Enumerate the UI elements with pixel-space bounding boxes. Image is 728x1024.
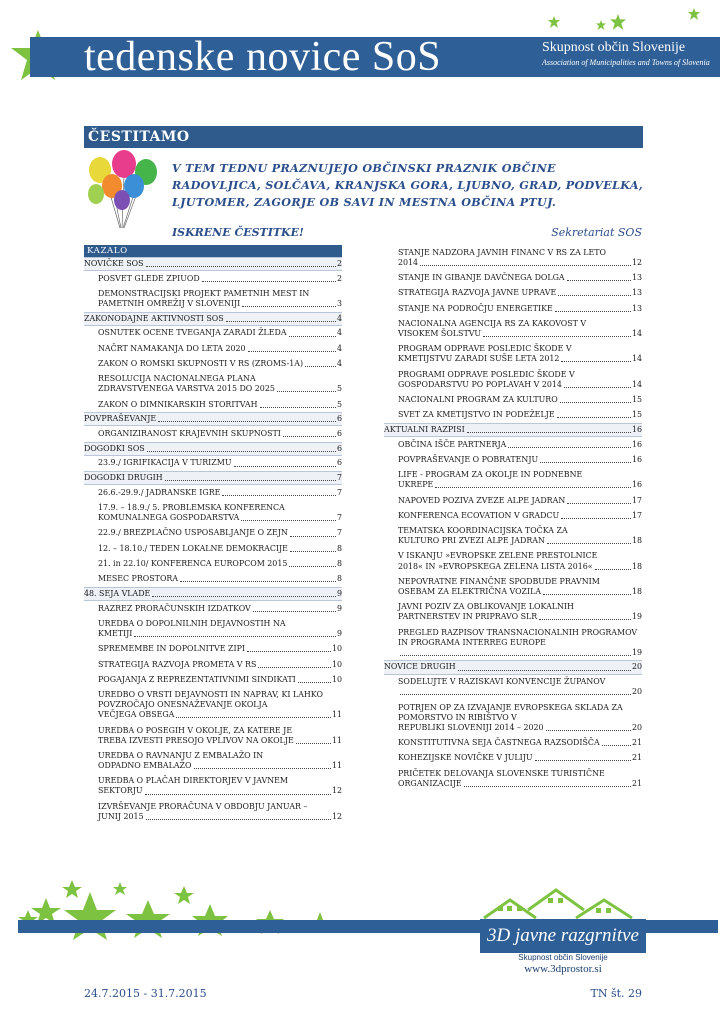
- toc-page-number: 17: [631, 510, 642, 520]
- dot-leader: [258, 667, 331, 668]
- toc-entry[interactable]: [84, 271, 342, 286]
- footer-issue: TN št. 29: [590, 987, 642, 1000]
- toc-entry[interactable]: [84, 326, 342, 341]
- toc-entry-title: ZDRAVSTVENEGA VARSTVA 2015 DO 2025: [98, 384, 275, 394]
- toc-section-entry[interactable]: [384, 423, 642, 437]
- toc-entry[interactable]: [384, 342, 642, 367]
- toc-entry[interactable]: [84, 748, 342, 773]
- toc-page-number: 7: [336, 528, 342, 538]
- toc-entry-title: NACIONALNI PROGRAM ZA KULTURO: [398, 394, 558, 404]
- toc-entry-title: JUNIJ 2015: [98, 811, 144, 821]
- toc-entry-line: NACIONALNA AGENCIJA RS ZA KAKOVOST V: [398, 318, 587, 328]
- toc-entry-title: ORGANIZACIJE: [398, 778, 462, 788]
- star-icon: [610, 14, 626, 30]
- toc-entry-title: POVPRAŠEVANJE O POBRATENJU: [398, 454, 539, 464]
- toc-left-column: [84, 245, 342, 825]
- toc-entry-title: 21. in 22.10/ KONFERENCA EUROPCOM 2015: [98, 559, 288, 568]
- dot-leader: [260, 407, 336, 408]
- toc-entry[interactable]: [384, 408, 642, 423]
- toc-entry-title: ZAKON O ROMSKI SKUPNOSTI V RS (ZROMS-1A): [98, 359, 304, 368]
- toc-entry-title: KMETIJSTVU ZARADI SUŠE LETA 2012: [398, 354, 560, 364]
- toc-entry-title: GOSPODARSTVU PO POPLAVAH V 2014: [398, 379, 562, 389]
- toc-entry-line: PROGRAMI ODPRAVE POSLEDIC ŠKODE V: [398, 369, 575, 379]
- dot-leader: [420, 265, 631, 266]
- toc-page-number: 20: [631, 722, 642, 732]
- dot-leader: [305, 366, 336, 367]
- toc-entry[interactable]: [384, 524, 642, 549]
- toc-page-number: 4: [336, 343, 342, 353]
- dot-leader: [147, 451, 336, 452]
- toc-page-number: 9: [336, 588, 342, 598]
- toc-entry-title: PARTNERSTEV IN PRIPRAVO SLR: [398, 612, 538, 622]
- toc-entry-line: UREDBA O RAVNANJU Z EMBALAŽO IN: [98, 751, 264, 760]
- toc-page-number: 21: [631, 778, 642, 788]
- toc-page-number: 16: [631, 480, 642, 490]
- toc-entry-line: 17.9. – 18.9./ 5. PROBLEMSKA KONFERENCA: [98, 503, 285, 513]
- dot-leader: [247, 651, 331, 652]
- toc-page-number: 20: [631, 687, 642, 697]
- toc-entry-title: OSEBAM ZA ELEKTRIČNA VOZILA: [398, 586, 542, 596]
- dot-leader: [540, 462, 631, 463]
- toc-entry-title: VISOKEM ŠOLSTVU: [398, 328, 482, 338]
- dot-leader: [561, 361, 631, 362]
- dot-leader: [277, 391, 336, 392]
- toc-entry-title: 26.6.-29.9./ JADRANSKE IGRE: [98, 487, 221, 497]
- toc-entry[interactable]: [384, 735, 642, 750]
- toc-entry[interactable]: [84, 500, 342, 525]
- toc-entry-title: 48. SEJA VLADE: [84, 588, 151, 598]
- toc-page-number: 20: [631, 662, 642, 672]
- dot-leader: [241, 520, 336, 521]
- toc-entry[interactable]: [84, 572, 342, 587]
- toc-entry[interactable]: [84, 601, 342, 616]
- toc-entry-title: NAČRT NAMAKANJA DO LETA 2020: [98, 343, 246, 353]
- toc-page-number: 6: [336, 458, 342, 468]
- dot-leader: [555, 311, 631, 312]
- toc-entry[interactable]: [84, 341, 342, 356]
- toc-page-number: 19: [631, 647, 642, 657]
- toc-entry-title: SEKTORJU: [98, 786, 143, 796]
- toc-entry[interactable]: [384, 270, 642, 285]
- toc-entry-line: LIFE - PROGRAM ZA OKOLJE IN PODNEBNE: [398, 470, 583, 480]
- toc-section-entry[interactable]: [84, 412, 342, 426]
- toc-page-number: 13: [631, 288, 642, 298]
- toc-entry-line: V ISKANJU »EVROPSKE ZELENE PRESTOLNICE: [398, 551, 598, 561]
- dot-leader: [248, 351, 336, 352]
- brand-title: tedenske novice SoS: [84, 34, 442, 80]
- toc-entry-title: STANJE NA PODROČJU ENERGETIKE: [398, 303, 553, 313]
- toc-entry[interactable]: [384, 700, 642, 735]
- toc-entry[interactable]: [84, 616, 342, 641]
- dot-leader: [564, 387, 631, 388]
- toc-page-number: 7: [336, 473, 342, 483]
- promo-org: Skupnost občin Slovenije: [518, 953, 608, 962]
- dot-leader: [134, 636, 336, 637]
- toc-entry-line: STANJE NADZORA JAVNIH FINANC V RS ZA LETO: [398, 247, 607, 257]
- toc-page-number: 17: [631, 495, 642, 505]
- toc-entry[interactable]: [84, 642, 342, 657]
- header-banner: [0, 0, 728, 90]
- toc-entry-title: NOVIČKE SOS: [84, 259, 144, 268]
- toc-entry[interactable]: [384, 392, 642, 407]
- toc-page-number: 11: [331, 761, 342, 771]
- toc-section-entry[interactable]: [84, 471, 342, 485]
- dot-leader: [557, 417, 631, 418]
- toc-page-number: 7: [336, 513, 342, 523]
- toc-page-number: 6: [336, 414, 342, 424]
- toc-entry[interactable]: [84, 356, 342, 371]
- dot-leader: [558, 295, 631, 296]
- toc-entry[interactable]: [384, 600, 642, 625]
- toc-entry-line: UREDBO O VRSTI DEJAVNOSTI IN NAPRAV, KI LAHKO POVZROČAJO ONESNAŽEVANJE OKOLJA: [98, 690, 323, 710]
- star-icon: [688, 8, 700, 20]
- toc-entry-title: POGAJANJA Z REPREZENTATIVNIMI SINDIKATI: [98, 674, 296, 684]
- star-icon: [596, 20, 606, 30]
- dot-leader: [158, 421, 336, 422]
- toc-page-number: 10: [331, 659, 342, 669]
- dot-leader: [595, 569, 631, 570]
- toc-entry[interactable]: [384, 675, 642, 700]
- dot-leader: [561, 518, 631, 519]
- toc-entry-title: NAPOVED POZIVA ZVEZE ALPE JADRAN: [398, 495, 566, 505]
- dot-leader: [289, 566, 336, 567]
- toc-entry[interactable]: [84, 556, 342, 571]
- toc-page-number: 16: [631, 424, 642, 434]
- toc-entry-title: DOGODKI SOS: [84, 443, 145, 453]
- toc-entry-title: SVET ZA KMETIJSTVO IN PODEŽELJE: [398, 410, 555, 420]
- toc-right-column: [384, 245, 642, 791]
- toc-entry-title: RAZREZ PRORAČUNSKIH IZDATKOV: [98, 603, 251, 613]
- toc-page-number: 6: [336, 429, 342, 439]
- toc-entry-line: SODELUJTE V RAZISKAVI KONVENCIJE ŽUPANOV: [398, 677, 606, 687]
- dot-leader: [146, 819, 331, 820]
- signature: Sekretariat SOS: [551, 226, 642, 239]
- toc-entry-title: KULTURO PRI ZVEZI ALPE JADRAN: [398, 536, 545, 546]
- dot-leader: [253, 611, 336, 612]
- toc-page-number: 9: [336, 603, 342, 613]
- toc-entry-title: POSVET GLEDE ZPIUOD: [98, 273, 200, 283]
- toc-section-entry[interactable]: [384, 660, 642, 674]
- toc-entry-title: POVPRAŠEVANJE: [84, 414, 157, 424]
- toc-page-number: 13: [631, 303, 642, 313]
- toc-entry-title: 2014: [398, 257, 419, 267]
- toc-entry[interactable]: [84, 541, 342, 556]
- toc-entry-title: 23.9./ IGRIFIKACIJA V TURIZMU: [98, 458, 232, 468]
- dot-leader: [146, 266, 336, 267]
- toc-page-number: 4: [336, 328, 342, 338]
- toc-entry-line: PRIČETEK DELOVANJA SLOVENSKE TURISTIČNE: [398, 768, 605, 778]
- dot-leader: [296, 743, 331, 744]
- toc-section-entry[interactable]: [84, 257, 342, 271]
- toc-page-number: 21: [631, 738, 642, 747]
- toc-left-list: [84, 257, 342, 825]
- dot-leader: [145, 794, 331, 795]
- dot-leader: [483, 336, 631, 337]
- toc-entry-title: STRATEGIJA RAZVOJA PROMETA V RS: [98, 659, 257, 669]
- toc-entry-line: JAVNI POZIV ZA OBLIKOVANJE LOKALNIH: [398, 602, 574, 612]
- toc-entry[interactable]: [384, 766, 642, 791]
- toc-page-number: 8: [336, 574, 342, 584]
- toc-entry-title: MESEC PROSTORA: [98, 574, 179, 584]
- toc-entry-title: NOVICE DRUGIH: [384, 662, 456, 672]
- toc-entry[interactable]: [384, 286, 642, 301]
- toc-page-number: 4: [336, 359, 342, 368]
- dot-leader: [176, 717, 331, 718]
- dot-leader: [535, 760, 631, 761]
- dot-leader: [202, 281, 336, 282]
- star-icon: [548, 16, 560, 28]
- dot-leader: [435, 487, 631, 488]
- toc-title: KAZALO: [84, 245, 342, 257]
- toc-entry-title: 22.9./ BREZPLAČNO USPOSABLJANJE O ZEJN: [98, 528, 288, 538]
- dot-leader: [546, 730, 631, 731]
- toc-entry-title: KOHEZIJSKE NOVIČKE V JULIJU: [398, 753, 533, 763]
- toc-entry[interactable]: [84, 426, 342, 441]
- dot-leader: [242, 306, 336, 307]
- toc-entry[interactable]: [84, 286, 342, 311]
- dot-leader: [298, 682, 331, 683]
- toc-entry-title: ODPADNO EMBALAŽO: [98, 761, 192, 771]
- toc-entry-line: UREDBA O PLAČAH DIREKTORJEV V JAVNEM: [98, 776, 288, 786]
- toc-entry-title: OSNUTEK OCENE TVEGANJA ZARADI ŽLEDA: [98, 328, 287, 338]
- toc-entry[interactable]: [384, 316, 642, 341]
- toc-entry-title: KONFERENCA ECOVATION V GRADCU: [398, 510, 560, 520]
- dot-leader: [458, 670, 631, 671]
- toc-entry[interactable]: [384, 508, 642, 523]
- toc-entry[interactable]: [84, 723, 342, 748]
- dot-leader: [567, 503, 631, 504]
- toc-entry-title: VEČJEGA OBSEGA: [98, 710, 175, 720]
- dot-leader: [539, 619, 631, 620]
- toc-entry-line: UREDBA O DOPOLNILNIH DEJAVNOSTIH NA: [98, 618, 286, 628]
- toc-section-entry[interactable]: [84, 442, 342, 456]
- toc-entry[interactable]: [84, 672, 342, 687]
- dot-leader: [508, 447, 631, 448]
- toc-entry[interactable]: [84, 526, 342, 541]
- toc-page-number: 12: [631, 257, 642, 267]
- toc-entry[interactable]: [84, 485, 342, 500]
- toc-entry[interactable]: [384, 625, 642, 660]
- toc-entry[interactable]: [84, 688, 342, 723]
- toc-page-number: 14: [631, 379, 642, 389]
- toc-entry-title: 12. – 18.10./ TEDEN LOKALNE DEMOKRACIJE: [98, 543, 288, 553]
- balloons-icon: [84, 150, 164, 232]
- toc-entry-title: ORGANIZIRANOST KRAJEVNIH SKUPNOSTI: [98, 429, 281, 439]
- toc-entry[interactable]: [384, 437, 642, 452]
- toc-entry-title: SPREMEMBE IN DOPOLNITVE ZIPI: [98, 644, 246, 654]
- toc-page-number: 16: [631, 454, 642, 464]
- toc-entry-title: 2018« IN »EVROPSKEGA ZELENA LISTA 2016«: [398, 561, 593, 571]
- dot-leader: [543, 594, 631, 595]
- toc-entry[interactable]: [84, 397, 342, 412]
- toc-entry[interactable]: [384, 493, 642, 508]
- toc-page-number: 2: [336, 259, 342, 268]
- footer-date: 24.7.2015 - 31.7.2015: [84, 987, 207, 1000]
- dot-leader: [165, 480, 336, 481]
- toc-entry-line: DEMONSTRACIJSKI PROJEKT PAMETNIH MEST IN: [98, 288, 310, 298]
- org-name-en: Association of Municipalities and Towns of Slovenia: [542, 58, 710, 67]
- toc-page-number: 19: [631, 612, 642, 622]
- dot-leader: [602, 745, 631, 746]
- toc-page-number: 11: [331, 735, 342, 745]
- dot-leader: [283, 436, 336, 437]
- toc-entry[interactable]: [84, 456, 342, 471]
- toc-entry[interactable]: [84, 774, 342, 799]
- toc-entry-line: NEPOVRATNE FINANČNE SPODBUDE PRAVNIM: [398, 576, 600, 586]
- toc-entry-title: OBČINA IŠČE PARTNERJA: [398, 439, 507, 449]
- toc-page-number: 12: [331, 786, 342, 796]
- toc-entry-title: KONSTITUTIVNA SEJA ČASTNEGA RAZSODIŠČA: [398, 738, 600, 747]
- dot-leader: [464, 786, 631, 787]
- toc-page-number: 13: [631, 272, 642, 282]
- toc-entry[interactable]: [384, 574, 642, 599]
- toc-entry-title: PAMETNIH OMREŽIJ V SLOVENIJI: [98, 299, 241, 309]
- dot-leader: [194, 768, 331, 769]
- toc-page-number: 10: [331, 674, 342, 684]
- toc-entry-title: STANJE IN GIBANJE DAVČNEGA DOLGA: [398, 272, 565, 282]
- dot-leader: [226, 321, 336, 322]
- toc-page-number: 18: [631, 561, 642, 571]
- toc-page-number: 14: [631, 328, 642, 338]
- toc-page-number: 9: [336, 629, 342, 639]
- toc-entry-line: UREDBA O POSEGIH V OKOLJE, ZA KATERE JE: [98, 725, 293, 735]
- toc-page-number: 7: [336, 487, 342, 497]
- dot-leader: [547, 543, 631, 544]
- dot-leader: [290, 536, 336, 537]
- toc-page-number: 18: [631, 536, 642, 546]
- toc-page-number: 8: [336, 543, 342, 553]
- toc-page-number: 3: [336, 299, 342, 309]
- toc-entry[interactable]: [84, 372, 342, 397]
- toc-entry-title: AKTUALNI RAZPISI: [384, 424, 465, 434]
- toc-entry[interactable]: [84, 799, 342, 824]
- dot-leader: [222, 495, 336, 496]
- toc-page-number: 6: [336, 443, 342, 453]
- toc-entry[interactable]: [384, 468, 642, 493]
- toc-entry[interactable]: [384, 751, 642, 766]
- toc-page-number: 18: [631, 586, 642, 596]
- toc-page-number: 11: [331, 710, 342, 720]
- org-name: Skupnost občin Slovenije: [542, 40, 686, 55]
- toc-page-number: 5: [336, 384, 342, 394]
- toc-entry-title: KMETIJI: [98, 629, 133, 639]
- dot-leader: [400, 655, 631, 656]
- toc-page-number: 4: [336, 313, 342, 323]
- toc-entry-title: STRATEGIJA RAZVOJA JAVNE UPRAVE: [398, 288, 557, 298]
- dot-leader: [180, 581, 336, 582]
- toc-entry-title: ZAKONODAJNE AKTIVNOSTI SOS: [84, 313, 224, 323]
- dot-leader: [290, 551, 336, 552]
- toc-entry-title: REPUBLIKI SLOVENIJI 2014 – 2020: [398, 722, 544, 732]
- toc-page-number: 5: [336, 399, 342, 409]
- toc-entry-line: PROGRAM ODPRAVE POSLEDIC ŠKODE V: [398, 344, 572, 354]
- toc-page-number: 16: [631, 439, 642, 449]
- toc-page-number: 8: [336, 559, 342, 568]
- toc-page-number: 12: [331, 811, 342, 821]
- promo-url[interactable]: www.3dprostor.si: [524, 963, 602, 975]
- dot-leader: [289, 336, 336, 337]
- toc-entry-title: TREBA IZVESTI PRESOJO VPLIVOV NA OKOLJE: [98, 735, 294, 745]
- toc-section-entry[interactable]: [84, 312, 342, 326]
- toc-page-number: 14: [631, 354, 642, 364]
- toc-entry-title: UKREPE: [398, 480, 434, 490]
- toc-entry-line: POTRJEN OP ZA IZVAJANJE EVROPSKEGA SKLADA ZA POMORSTVO IN RIBIŠTVO V: [398, 702, 623, 722]
- congrats-message: V TEM TEDNU PRAZNUJEJO OBČINSKI PRAZNIK OBČINE RADOVLJICA, SOLČAVA, KRANJSKA GORA, LJUBNO, GRAD, PODVELKA, LJUTOMER, ZAGORJE OB SAVI IN MESTNA OBČINA PTUJ.: [172, 161, 644, 209]
- toc-page-number: 21: [631, 753, 642, 763]
- toc-entry[interactable]: [384, 301, 642, 316]
- toc-entry[interactable]: [384, 452, 642, 467]
- toc-entry-title: KOMUNALNEGA GOSPODARSTVA: [98, 513, 240, 523]
- section-title: ČESTITAMO: [84, 126, 643, 148]
- toc-entry-line: RESOLUCIJA NACIONALNEGA PLANA: [98, 374, 256, 384]
- sincere-wishes: ISKRENE ČESTITKE!: [172, 226, 304, 239]
- toc-entry-title: ZAKON O DIMNIKARSKIH STORITVAH: [98, 399, 258, 409]
- toc-entry[interactable]: [384, 549, 642, 574]
- dot-leader: [152, 596, 336, 597]
- toc-entry[interactable]: [384, 245, 642, 270]
- dot-leader: [560, 402, 631, 403]
- dot-leader: [400, 694, 631, 695]
- toc-entry[interactable]: [84, 657, 342, 672]
- dot-leader: [567, 280, 631, 281]
- promo-title[interactable]: 3D javne razgrnitve: [480, 919, 646, 953]
- toc-page-number: 10: [331, 644, 342, 654]
- toc-page-number: 2: [336, 273, 342, 283]
- toc-section-entry[interactable]: [84, 587, 342, 601]
- toc-page-number: 15: [631, 410, 642, 420]
- toc-entry-title: DOGODKI DRUGIH: [84, 473, 163, 483]
- toc-entry-line: TEMATSKA KOORDINACIJSKA TOČKA ZA: [398, 526, 568, 536]
- toc-page-number: 15: [631, 394, 642, 404]
- toc-entry-line: IZVRŠEVANJE PRORAČUNA V OBDOBJU JANUAR –: [98, 801, 308, 811]
- toc-entry-line: PREGLED RAZPISOV TRANSNACIONALNIH PROGRAMOV IN PROGRAMA INTERREG EUROPE: [398, 627, 638, 647]
- toc-entry[interactable]: [384, 367, 642, 392]
- dot-leader: [234, 466, 336, 467]
- toc-right-list: [384, 245, 642, 791]
- dot-leader: [467, 432, 631, 433]
